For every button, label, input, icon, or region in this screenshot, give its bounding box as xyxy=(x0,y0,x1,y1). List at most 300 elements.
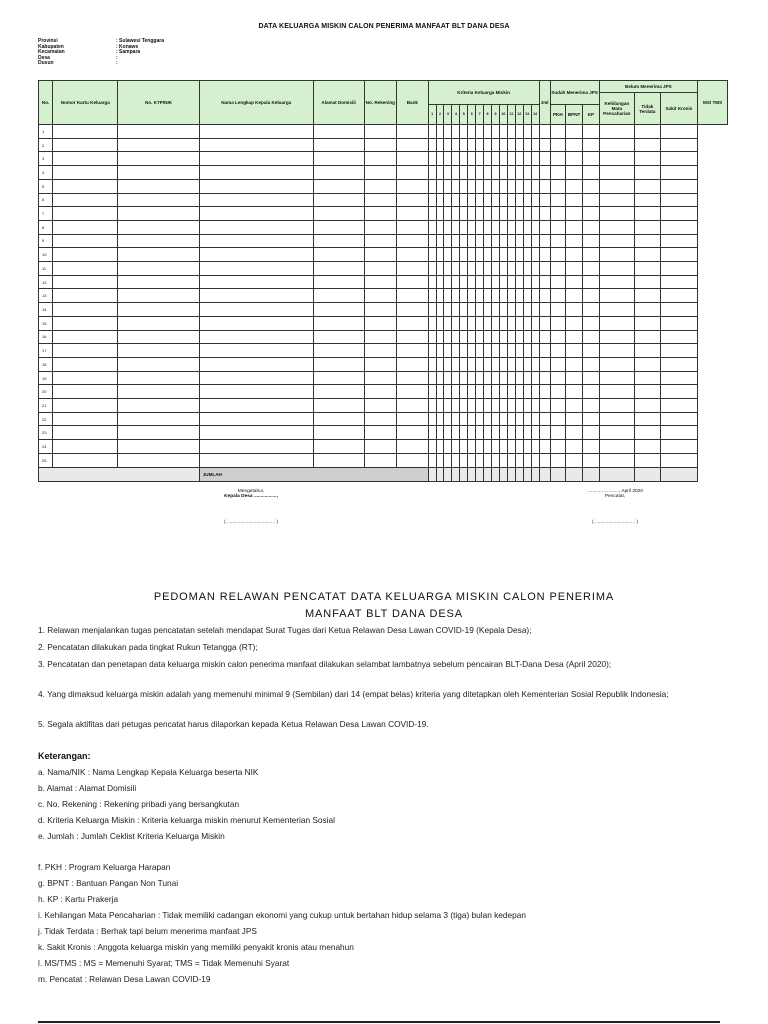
table-cell[interactable] xyxy=(635,193,660,207)
table-cell[interactable] xyxy=(428,371,436,385)
table-cell[interactable] xyxy=(313,193,364,207)
table-cell[interactable] xyxy=(539,193,550,207)
table-cell[interactable] xyxy=(539,275,550,289)
table-cell[interactable] xyxy=(484,440,492,454)
table-cell[interactable] xyxy=(583,453,599,467)
table-cell[interactable] xyxy=(599,179,635,193)
table-cell[interactable] xyxy=(397,303,429,317)
table-cell[interactable] xyxy=(484,371,492,385)
table-cell[interactable] xyxy=(499,262,507,276)
table-cell[interactable] xyxy=(531,262,539,276)
table-cell[interactable] xyxy=(565,220,582,234)
table-cell[interactable] xyxy=(53,399,118,413)
table-cell[interactable] xyxy=(468,248,476,262)
table-cell[interactable] xyxy=(428,399,436,413)
table-cell[interactable] xyxy=(199,453,313,467)
table-cell[interactable] xyxy=(565,207,582,221)
table-cell[interactable] xyxy=(444,125,452,139)
table-cell[interactable] xyxy=(565,440,582,454)
table-cell[interactable] xyxy=(492,289,500,303)
table-cell[interactable] xyxy=(550,344,565,358)
table-cell[interactable] xyxy=(118,193,199,207)
table-cell[interactable] xyxy=(550,453,565,467)
table-cell[interactable] xyxy=(118,262,199,276)
table-cell[interactable] xyxy=(118,412,199,426)
table-cell[interactable] xyxy=(452,166,460,180)
table-cell[interactable] xyxy=(199,275,313,289)
table-cell[interactable] xyxy=(660,303,698,317)
table-cell[interactable] xyxy=(397,248,429,262)
table-cell[interactable] xyxy=(118,316,199,330)
table-cell[interactable] xyxy=(550,275,565,289)
table-cell[interactable] xyxy=(53,303,118,317)
table-cell[interactable] xyxy=(583,152,599,166)
table-cell[interactable] xyxy=(515,125,523,139)
table-cell[interactable] xyxy=(476,357,484,371)
table-cell[interactable] xyxy=(444,412,452,426)
table-cell[interactable] xyxy=(635,399,660,413)
table-cell[interactable] xyxy=(492,138,500,152)
table-cell[interactable] xyxy=(583,220,599,234)
table-cell[interactable] xyxy=(660,440,698,454)
table-cell[interactable] xyxy=(539,385,550,399)
table-cell[interactable] xyxy=(635,220,660,234)
table-cell[interactable] xyxy=(499,289,507,303)
table-cell[interactable] xyxy=(565,248,582,262)
table-cell[interactable] xyxy=(499,179,507,193)
table-cell[interactable] xyxy=(635,385,660,399)
table-cell[interactable] xyxy=(118,453,199,467)
table-cell[interactable] xyxy=(444,426,452,440)
table-cell[interactable] xyxy=(313,303,364,317)
table-cell[interactable] xyxy=(599,426,635,440)
table-cell[interactable] xyxy=(635,138,660,152)
table-cell[interactable] xyxy=(397,262,429,276)
table-cell[interactable] xyxy=(531,193,539,207)
table-cell[interactable] xyxy=(397,220,429,234)
table-cell[interactable] xyxy=(436,262,444,276)
table-cell[interactable] xyxy=(484,207,492,221)
table-cell[interactable] xyxy=(523,220,531,234)
table-cell[interactable] xyxy=(452,426,460,440)
table-cell[interactable] xyxy=(428,453,436,467)
table-cell[interactable] xyxy=(583,166,599,180)
table-cell[interactable] xyxy=(565,179,582,193)
table-cell[interactable] xyxy=(492,371,500,385)
table-cell[interactable] xyxy=(660,316,698,330)
table-cell[interactable] xyxy=(468,125,476,139)
table-cell[interactable] xyxy=(599,248,635,262)
table-cell[interactable] xyxy=(515,193,523,207)
table-cell[interactable] xyxy=(444,440,452,454)
table-cell[interactable] xyxy=(492,234,500,248)
table-cell[interactable] xyxy=(476,412,484,426)
table-cell[interactable] xyxy=(199,166,313,180)
table-cell[interactable] xyxy=(476,152,484,166)
table-cell[interactable] xyxy=(460,125,468,139)
table-cell[interactable] xyxy=(492,179,500,193)
table-cell[interactable] xyxy=(531,289,539,303)
table-cell[interactable] xyxy=(583,207,599,221)
table-cell[interactable] xyxy=(507,125,515,139)
table-cell[interactable] xyxy=(515,303,523,317)
table-cell[interactable] xyxy=(531,426,539,440)
table-cell[interactable] xyxy=(199,303,313,317)
table-cell[interactable] xyxy=(476,344,484,358)
table-cell[interactable] xyxy=(523,152,531,166)
table-cell[interactable] xyxy=(53,193,118,207)
table-cell[interactable] xyxy=(452,248,460,262)
table-cell[interactable] xyxy=(499,316,507,330)
table-cell[interactable] xyxy=(550,207,565,221)
table-cell[interactable] xyxy=(599,440,635,454)
table-cell[interactable] xyxy=(313,412,364,426)
table-cell[interactable] xyxy=(428,385,436,399)
table-cell[interactable] xyxy=(507,344,515,358)
table-cell[interactable] xyxy=(436,344,444,358)
table-cell[interactable] xyxy=(507,220,515,234)
table-cell[interactable] xyxy=(499,371,507,385)
table-cell[interactable] xyxy=(476,220,484,234)
table-cell[interactable] xyxy=(539,125,550,139)
table-cell[interactable] xyxy=(452,357,460,371)
table-cell[interactable] xyxy=(484,289,492,303)
table-cell[interactable] xyxy=(531,357,539,371)
table-cell[interactable] xyxy=(460,453,468,467)
table-cell[interactable] xyxy=(397,138,429,152)
table-cell[interactable] xyxy=(452,412,460,426)
table-cell[interactable] xyxy=(507,248,515,262)
table-cell[interactable] xyxy=(599,220,635,234)
table-cell[interactable] xyxy=(468,179,476,193)
table-cell[interactable] xyxy=(599,330,635,344)
table-cell[interactable] xyxy=(476,262,484,276)
table-cell[interactable] xyxy=(199,385,313,399)
table-cell[interactable] xyxy=(507,289,515,303)
table-cell[interactable] xyxy=(313,234,364,248)
table-cell[interactable] xyxy=(53,357,118,371)
table-cell[interactable] xyxy=(499,426,507,440)
table-cell[interactable] xyxy=(507,262,515,276)
table-cell[interactable] xyxy=(515,289,523,303)
table-cell[interactable] xyxy=(199,179,313,193)
table-cell[interactable] xyxy=(507,371,515,385)
table-cell[interactable] xyxy=(550,234,565,248)
table-cell[interactable] xyxy=(531,166,539,180)
table-cell[interactable] xyxy=(444,316,452,330)
table-cell[interactable] xyxy=(565,275,582,289)
table-cell[interactable] xyxy=(460,316,468,330)
table-cell[interactable] xyxy=(531,248,539,262)
table-cell[interactable] xyxy=(468,234,476,248)
table-cell[interactable] xyxy=(397,193,429,207)
table-cell[interactable] xyxy=(660,371,698,385)
table-cell[interactable] xyxy=(444,344,452,358)
table-cell[interactable] xyxy=(484,166,492,180)
table-cell[interactable] xyxy=(523,330,531,344)
table-cell[interactable] xyxy=(460,220,468,234)
table-cell[interactable] xyxy=(599,152,635,166)
table-cell[interactable] xyxy=(635,440,660,454)
table-cell[interactable] xyxy=(507,399,515,413)
table-cell[interactable] xyxy=(550,426,565,440)
table-cell[interactable] xyxy=(118,426,199,440)
table-cell[interactable] xyxy=(428,166,436,180)
table-cell[interactable] xyxy=(118,289,199,303)
table-cell[interactable] xyxy=(53,275,118,289)
table-cell[interactable] xyxy=(460,207,468,221)
table-cell[interactable] xyxy=(199,316,313,330)
table-cell[interactable] xyxy=(364,412,397,426)
table-cell[interactable] xyxy=(444,357,452,371)
table-cell[interactable] xyxy=(635,262,660,276)
table-cell[interactable] xyxy=(460,289,468,303)
table-cell[interactable] xyxy=(550,125,565,139)
table-cell[interactable] xyxy=(53,125,118,139)
table-cell[interactable] xyxy=(397,234,429,248)
table-cell[interactable] xyxy=(523,234,531,248)
table-cell[interactable] xyxy=(460,330,468,344)
table-cell[interactable] xyxy=(492,152,500,166)
table-cell[interactable] xyxy=(199,371,313,385)
table-cell[interactable] xyxy=(199,138,313,152)
table-cell[interactable] xyxy=(118,330,199,344)
table-cell[interactable] xyxy=(583,357,599,371)
table-cell[interactable] xyxy=(452,316,460,330)
table-cell[interactable] xyxy=(444,371,452,385)
table-cell[interactable] xyxy=(635,303,660,317)
table-cell[interactable] xyxy=(599,412,635,426)
table-cell[interactable] xyxy=(565,125,582,139)
table-cell[interactable] xyxy=(468,220,476,234)
table-cell[interactable] xyxy=(635,275,660,289)
table-cell[interactable] xyxy=(515,152,523,166)
table-cell[interactable] xyxy=(484,193,492,207)
table-cell[interactable] xyxy=(313,248,364,262)
table-cell[interactable] xyxy=(492,399,500,413)
table-cell[interactable] xyxy=(492,125,500,139)
table-cell[interactable] xyxy=(499,166,507,180)
table-cell[interactable] xyxy=(583,412,599,426)
table-cell[interactable] xyxy=(523,248,531,262)
table-cell[interactable] xyxy=(550,179,565,193)
table-cell[interactable] xyxy=(428,275,436,289)
table-cell[interactable] xyxy=(364,385,397,399)
table-cell[interactable] xyxy=(523,453,531,467)
table-cell[interactable] xyxy=(565,289,582,303)
table-cell[interactable] xyxy=(539,234,550,248)
table-cell[interactable] xyxy=(53,330,118,344)
table-cell[interactable] xyxy=(53,412,118,426)
table-cell[interactable] xyxy=(523,275,531,289)
table-cell[interactable] xyxy=(460,193,468,207)
table-cell[interactable] xyxy=(515,385,523,399)
table-cell[interactable] xyxy=(313,357,364,371)
table-cell[interactable] xyxy=(539,207,550,221)
table-cell[interactable] xyxy=(635,371,660,385)
table-cell[interactable] xyxy=(539,179,550,193)
table-cell[interactable] xyxy=(550,262,565,276)
table-cell[interactable] xyxy=(523,426,531,440)
table-cell[interactable] xyxy=(523,385,531,399)
table-cell[interactable] xyxy=(397,125,429,139)
table-cell[interactable] xyxy=(460,344,468,358)
table-cell[interactable] xyxy=(539,316,550,330)
table-cell[interactable] xyxy=(428,426,436,440)
table-cell[interactable] xyxy=(550,412,565,426)
table-cell[interactable] xyxy=(484,179,492,193)
table-cell[interactable] xyxy=(531,344,539,358)
table-cell[interactable] xyxy=(476,303,484,317)
table-cell[interactable] xyxy=(364,262,397,276)
table-cell[interactable] xyxy=(444,275,452,289)
table-cell[interactable] xyxy=(583,385,599,399)
table-cell[interactable] xyxy=(397,330,429,344)
table-cell[interactable] xyxy=(452,220,460,234)
table-cell[interactable] xyxy=(515,275,523,289)
table-cell[interactable] xyxy=(492,440,500,454)
table-cell[interactable] xyxy=(499,234,507,248)
table-cell[interactable] xyxy=(599,193,635,207)
table-cell[interactable] xyxy=(452,453,460,467)
table-cell[interactable] xyxy=(364,357,397,371)
table-cell[interactable] xyxy=(199,357,313,371)
table-cell[interactable] xyxy=(53,138,118,152)
table-cell[interactable] xyxy=(583,262,599,276)
table-cell[interactable] xyxy=(523,399,531,413)
table-cell[interactable] xyxy=(660,152,698,166)
table-cell[interactable] xyxy=(53,289,118,303)
table-cell[interactable] xyxy=(452,179,460,193)
table-cell[interactable] xyxy=(484,138,492,152)
table-cell[interactable] xyxy=(364,289,397,303)
table-cell[interactable] xyxy=(468,399,476,413)
table-cell[interactable] xyxy=(364,166,397,180)
table-cell[interactable] xyxy=(539,262,550,276)
table-cell[interactable] xyxy=(53,371,118,385)
table-cell[interactable] xyxy=(499,303,507,317)
table-cell[interactable] xyxy=(444,303,452,317)
table-cell[interactable] xyxy=(484,262,492,276)
table-cell[interactable] xyxy=(565,330,582,344)
table-cell[interactable] xyxy=(428,220,436,234)
table-cell[interactable] xyxy=(660,344,698,358)
table-cell[interactable] xyxy=(515,426,523,440)
table-cell[interactable] xyxy=(364,220,397,234)
table-cell[interactable] xyxy=(313,166,364,180)
table-cell[interactable] xyxy=(444,166,452,180)
table-cell[interactable] xyxy=(460,138,468,152)
table-cell[interactable] xyxy=(118,234,199,248)
table-cell[interactable] xyxy=(484,344,492,358)
table-cell[interactable] xyxy=(364,193,397,207)
table-cell[interactable] xyxy=(583,399,599,413)
table-cell[interactable] xyxy=(397,316,429,330)
table-cell[interactable] xyxy=(364,399,397,413)
table-cell[interactable] xyxy=(539,166,550,180)
table-cell[interactable] xyxy=(550,330,565,344)
table-cell[interactable] xyxy=(397,179,429,193)
table-cell[interactable] xyxy=(523,179,531,193)
table-cell[interactable] xyxy=(507,385,515,399)
table-cell[interactable] xyxy=(499,207,507,221)
table-cell[interactable] xyxy=(452,440,460,454)
table-cell[interactable] xyxy=(436,440,444,454)
table-cell[interactable] xyxy=(523,344,531,358)
table-cell[interactable] xyxy=(599,125,635,139)
table-cell[interactable] xyxy=(460,179,468,193)
table-cell[interactable] xyxy=(364,234,397,248)
table-cell[interactable] xyxy=(199,234,313,248)
table-cell[interactable] xyxy=(444,207,452,221)
table-cell[interactable] xyxy=(53,220,118,234)
table-cell[interactable] xyxy=(507,303,515,317)
table-cell[interactable] xyxy=(660,125,698,139)
table-cell[interactable] xyxy=(364,248,397,262)
table-cell[interactable] xyxy=(460,248,468,262)
table-cell[interactable] xyxy=(476,426,484,440)
table-cell[interactable] xyxy=(492,248,500,262)
table-cell[interactable] xyxy=(492,426,500,440)
table-cell[interactable] xyxy=(476,385,484,399)
table-cell[interactable] xyxy=(515,179,523,193)
table-cell[interactable] xyxy=(583,234,599,248)
table-cell[interactable] xyxy=(539,453,550,467)
table-cell[interactable] xyxy=(599,453,635,467)
table-cell[interactable] xyxy=(539,399,550,413)
table-cell[interactable] xyxy=(565,344,582,358)
table-cell[interactable] xyxy=(468,344,476,358)
table-cell[interactable] xyxy=(199,220,313,234)
table-cell[interactable] xyxy=(476,289,484,303)
table-cell[interactable] xyxy=(531,234,539,248)
table-cell[interactable] xyxy=(550,138,565,152)
table-cell[interactable] xyxy=(660,357,698,371)
table-cell[interactable] xyxy=(507,426,515,440)
table-cell[interactable] xyxy=(397,344,429,358)
table-cell[interactable] xyxy=(484,453,492,467)
table-cell[interactable] xyxy=(599,289,635,303)
table-cell[interactable] xyxy=(364,303,397,317)
table-cell[interactable] xyxy=(118,138,199,152)
table-cell[interactable] xyxy=(436,234,444,248)
table-cell[interactable] xyxy=(436,412,444,426)
table-cell[interactable] xyxy=(476,179,484,193)
table-cell[interactable] xyxy=(397,440,429,454)
table-cell[interactable] xyxy=(476,138,484,152)
table-cell[interactable] xyxy=(199,193,313,207)
table-cell[interactable] xyxy=(660,220,698,234)
table-cell[interactable] xyxy=(313,275,364,289)
table-cell[interactable] xyxy=(660,179,698,193)
table-cell[interactable] xyxy=(436,275,444,289)
table-cell[interactable] xyxy=(468,166,476,180)
table-cell[interactable] xyxy=(484,330,492,344)
table-cell[interactable] xyxy=(428,262,436,276)
table-cell[interactable] xyxy=(531,399,539,413)
table-cell[interactable] xyxy=(118,275,199,289)
table-cell[interactable] xyxy=(476,330,484,344)
table-cell[interactable] xyxy=(452,371,460,385)
table-cell[interactable] xyxy=(460,234,468,248)
table-cell[interactable] xyxy=(468,316,476,330)
table-cell[interactable] xyxy=(199,207,313,221)
table-cell[interactable] xyxy=(499,152,507,166)
table-cell[interactable] xyxy=(583,426,599,440)
table-cell[interactable] xyxy=(507,166,515,180)
table-cell[interactable] xyxy=(660,248,698,262)
table-cell[interactable] xyxy=(660,399,698,413)
